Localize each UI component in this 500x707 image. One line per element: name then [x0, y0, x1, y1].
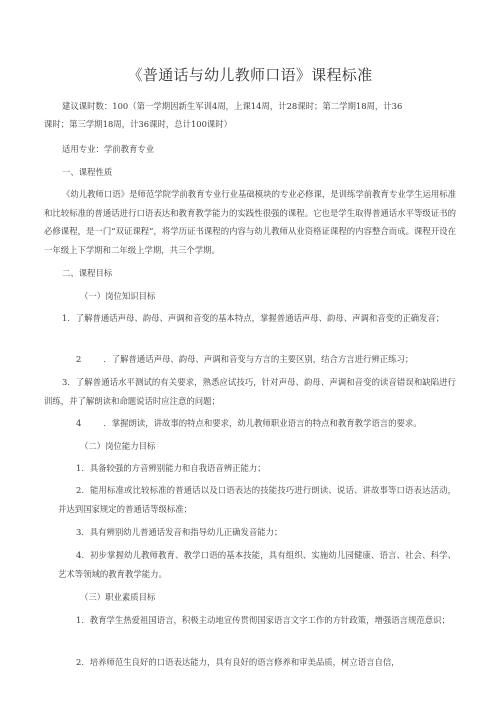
section-heading-objectives: 二、课程目标 [62, 268, 113, 278]
knowledge-item-3: 3．了解普通话水平测试的有关要求，熟悉应试技巧，针对声母、韵母、声调和音变的读音错误和缺陷进行训练，并了解朗读和命题说话时应注意的问题； [44, 377, 456, 406]
knowledge-item-4 [76, 414, 460, 433]
subheading-ability: （二）岗位能力目标 [80, 441, 156, 451]
knowledge-item-2-number: 2 [76, 354, 82, 364]
knowledge-item-2 [76, 350, 460, 369]
subheading-knowledge: （一）岗位知识目标 [80, 291, 156, 301]
subheading-quality: （三）职业素质目标 [80, 592, 156, 602]
knowledge-item-4-number: 4 [76, 418, 82, 428]
ability-item-1: 1．具备较强的方音辨别能力和自我语音辨正能力； [76, 463, 266, 473]
section-heading-nature: 一、课程性质 [62, 167, 113, 177]
ability-item-4: 4．初步掌握幼儿教师教育、教学口语的基本技能，具有组织、实施幼儿园健康、语言、社会、科学、艺术等领域的教育教学能力。 [58, 550, 456, 579]
knowledge-item-2-text: ．了解普通话声母、韵母、声调和音变与方言的主要区别，结合方言进行辨正练习； [103, 354, 414, 364]
knowledge-item-4-text: ．掌握朗读，讲故事的特点和要求，幼儿教师职业语言的特点和教育教学语言的要求。 [103, 418, 422, 428]
ability-item-3: 3．具有辨别幼儿普通话发音和指导幼儿正确发音能力； [76, 527, 283, 537]
hours-line-2: 课时；第三学期18周，计36课时，总计100课时） [44, 119, 233, 129]
ability-item-2: 2．能用标准或比较标准的普通话以及口语表达的技能技巧进行朗读、说话、讲故事等口语表达活动，并达到国家规定的普通话等级标准； [58, 485, 456, 514]
knowledge-item-1: 1．了解普通话声母、韵母、声调和音变的基本特点，掌握普通话声母、韵母、声调和音变的正确发音； [62, 313, 445, 323]
course-nature-paragraph: 《幼儿教师口语》是师范学院学前教育专业行业基础模块的专业必修课，是训练学前教育专业学生运用标准和比较标准的普通话进行口语表达和教育教学能力的实践性很强的课程。它也是学生取得普通话水平等级证书的必修课程，是一门“双证课程”，将学历证书课程的内容与幼儿教师从业资格证课程的内容整合而成。课程开设在一年级上下学期和二年级上学期，共三个学期。 [44, 189, 456, 255]
applicable-major: 适用专业：学前教育专业 [62, 144, 155, 154]
hours-line-1: 建议课时数：100（第一学期因新生军训4周，上课14周，计28课时；第二学期18周，计36 [62, 101, 403, 111]
quality-item-2: 2．培养师范生良好的口语表达能力，具有良好的语言修养和审美品质，树立语言自信， [76, 657, 400, 667]
page-title: 《普通话与幼儿教师口语》课程标准 [127, 66, 373, 84]
quality-item-1: 1．教育学生热爱祖国语言，积极主动地宣传贯彻国家语言文字工作的方针政策，增强语言规范意识； [76, 615, 450, 625]
